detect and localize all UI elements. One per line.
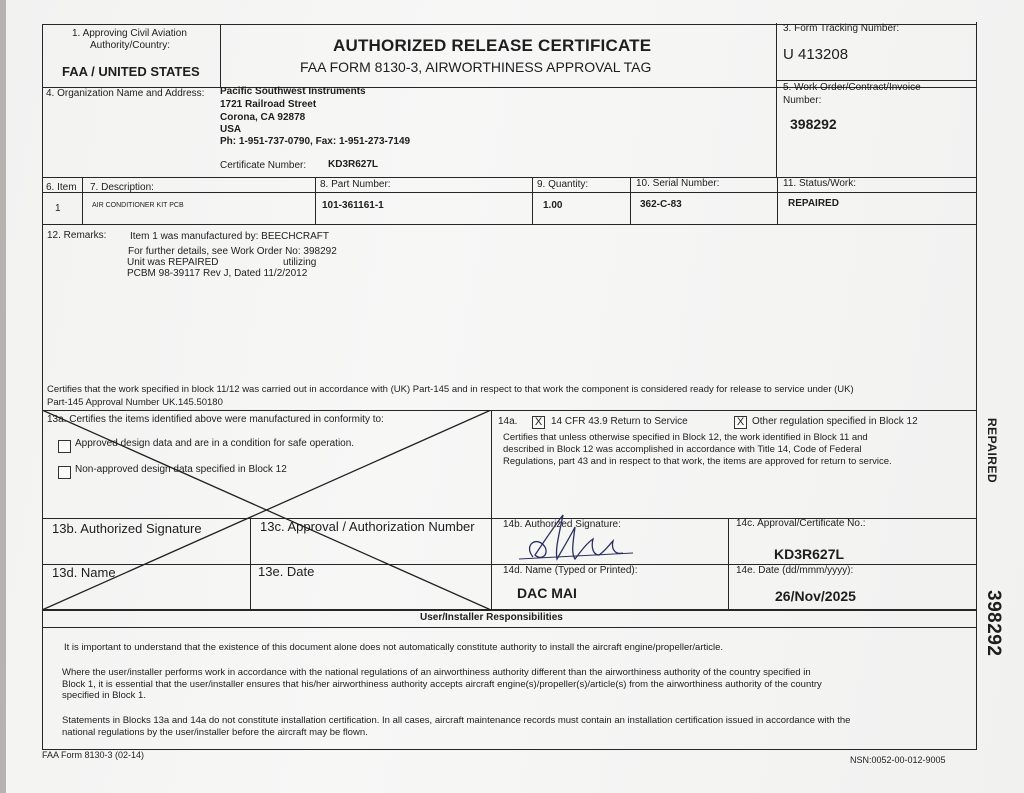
block1-label-2: Authority/Country:	[90, 40, 171, 51]
block13c-label: 13c. Approval / Authorization Number	[260, 519, 475, 534]
other-regulation-label: Other regulation specified in Block 12	[752, 416, 918, 427]
cell-quantity: 1.00	[543, 200, 563, 211]
table-col-2	[315, 177, 316, 224]
col-header-part-number: 8. Part Number:	[320, 179, 391, 190]
col-header-status: 11. Status/Work:	[783, 178, 856, 189]
certification-line-2: Part-145 Approval Number UK.145.50180	[47, 397, 223, 408]
header-divider-2	[776, 23, 777, 177]
responsibilities-paragraph-2-line-1: Where the user/installer performs work in accordance with the national regulations of an airworthiness authority different than the airworthiness authority of the country specified in	[62, 667, 811, 678]
table-col-5	[777, 177, 778, 224]
page-subtitle: FAA FORM 8130-3, AIRWORTHINESS APPROVAL TAG	[300, 59, 652, 75]
block13d-label: 13d. Name	[52, 565, 116, 580]
form-border-left	[42, 24, 43, 749]
block14d-label: 14d. Name (Typed or Printed):	[503, 565, 638, 576]
block14a-text-1: Certifies that unless otherwise specified in Block 12, the work identified in Block 11 and	[503, 432, 868, 443]
margin-work-order: 398292	[983, 590, 1004, 657]
col-header-serial: 10. Serial Number:	[636, 178, 720, 189]
responsibilities-title: User/Installer Responsibilities	[420, 612, 563, 623]
block1-label: 1. Approving Civil Aviation	[72, 28, 187, 39]
block5-label-2: Number:	[783, 95, 822, 106]
block14a-text-2: described in Block 12 was accomplished in accordance with Title 14, Code of Federal	[503, 444, 862, 455]
tracking-number: U 413208	[783, 46, 849, 63]
cell-status: REPAIRED	[788, 198, 839, 209]
org-phone: Ph: 1-951-737-0790, Fax: 1-951-273-7149	[220, 136, 411, 147]
responsibilities-paragraph-1: It is important to understand that the existence of this document alone does not automatically constitute authority to install the aircraft engine/propeller/article.	[64, 642, 724, 653]
form-border-right	[976, 22, 977, 750]
release-date: 26/Nov/2025	[775, 588, 856, 604]
certification-line-1: Certifies that the work specified in block 11/12 was carried out in accordance with (UK) Part-145 and in respect to that work the component is considered ready for release to service under (UK)	[47, 384, 854, 395]
block13-approved-label: Approved design data and are in a condition for safe operation.	[75, 438, 355, 449]
margin-status-stamp: REPAIRED	[985, 418, 999, 484]
return-to-service-label: 14 CFR 43.9 Return to Service	[551, 416, 688, 427]
form-border-bottom	[42, 749, 977, 750]
remarks-line-3: Unit was REPAIRED	[127, 257, 219, 268]
col-header-description: 7. Description:	[90, 182, 154, 193]
org-country: USA	[220, 124, 242, 135]
col-header-item: 6. Item	[46, 182, 77, 193]
block14-middle-divider	[728, 518, 729, 610]
block14a-label: 14a.	[498, 416, 518, 427]
return-to-service-checkbox[interactable]: X	[532, 416, 545, 429]
remarks-line-2: For further details, see Work Order No: 398292	[128, 246, 337, 257]
remarks-line-1: Item 1 was manufactured by: BEECHCRAFT	[130, 231, 329, 242]
responsibilities-paragraph-2-line-2: Block 1, it is essential that the user/installer ensures that his/her airworthiness authority accepts aircraft engine(s)/propeller(s)/article(s) from the airworthiness authority of the country	[62, 679, 822, 690]
block13-approved-checkbox[interactable]	[58, 440, 71, 453]
block13-nonapproved-label: Non-approved design data specified in Block 12	[75, 464, 287, 475]
block3-label: 3. Form Tracking Number:	[783, 23, 900, 34]
table-bottom	[42, 224, 977, 225]
responsibilities-paragraph-3-line-2: national regulations by the user/installer before the aircraft may be flown.	[62, 727, 368, 738]
authority-country: FAA / UNITED STATES	[62, 64, 200, 79]
block13-nonapproved-checkbox[interactable]	[58, 466, 71, 479]
cert-number: KD3R627L	[328, 159, 379, 170]
block13b-label: 13b. Authorized Signature	[52, 521, 202, 536]
org-city: Corona, CA 92878	[220, 112, 306, 123]
block13a-label: 13a. Certifies the items identified above were manufactured in conformity to:	[47, 414, 384, 425]
table-col-3	[532, 177, 533, 224]
cell-item: 1	[55, 203, 61, 214]
form-identifier: FAA Form 8130-3 (02-14)	[42, 750, 145, 760]
handwritten-signature	[515, 505, 640, 565]
cell-part-number: 101-361161-1	[322, 200, 384, 211]
block13e-label: 13e. Date	[258, 564, 315, 579]
cert-number-label: Certificate Number:	[220, 160, 307, 171]
nsn-number: NSN:0052-00-012-9005	[850, 755, 946, 765]
block14e-label: 14e. Date (dd/mmm/yyyy):	[736, 565, 854, 576]
block14a-text-3: Regulations, part 43 and in respect to that work, the items are approved for return to service.	[503, 456, 892, 467]
signer-name: DAC MAI	[517, 585, 577, 601]
col-header-quantity: 9. Quantity:	[537, 179, 589, 190]
block3-bottom	[776, 80, 976, 81]
responsibilities-paragraph-2-line-3: specified in Block 1.	[62, 690, 146, 701]
approval-number: KD3R627L	[774, 546, 845, 562]
other-regulation-checkbox[interactable]: X	[734, 416, 747, 429]
remarks-label: 12. Remarks:	[47, 230, 107, 241]
responsibilities-title-bottom	[42, 627, 977, 628]
block4-label: 4. Organization Name and Address:	[46, 88, 205, 99]
cell-serial: 362-C-83	[640, 199, 682, 210]
block5-label: 5. Work Order/Contract/Invoice	[783, 82, 921, 93]
signature-stroke-1	[530, 515, 623, 559]
table-col-4	[630, 177, 631, 224]
responsibilities-paragraph-3-line-1: Statements in Blocks 13a and 14a do not constitute installation certification. In all cases, aircraft maintenance records must contain an installation certification issued in accordance with the	[62, 715, 851, 726]
remarks-line-4: PCBM 98-39117 Rev J, Dated 11/2/2012	[127, 268, 308, 279]
background-edge	[0, 0, 6, 793]
block14b-label: 14b. Authorized Signature:	[503, 519, 621, 530]
org-street: 1721 Railroad Street	[220, 99, 317, 110]
page-title: AUTHORIZED RELEASE CERTIFICATE	[333, 36, 652, 55]
work-order-number: 398292	[790, 116, 837, 132]
block14c-label: 14c. Approval/Certificate No.:	[736, 518, 866, 529]
org-name: Pacific Southwest Instruments	[220, 86, 366, 97]
cell-description: AIR CONDITIONER KIT PCB	[92, 202, 184, 209]
header-divider-1	[220, 24, 221, 87]
table-col-1	[82, 177, 83, 224]
remarks-line-3b: utilizing	[283, 257, 317, 268]
table-header-bottom	[42, 192, 977, 193]
